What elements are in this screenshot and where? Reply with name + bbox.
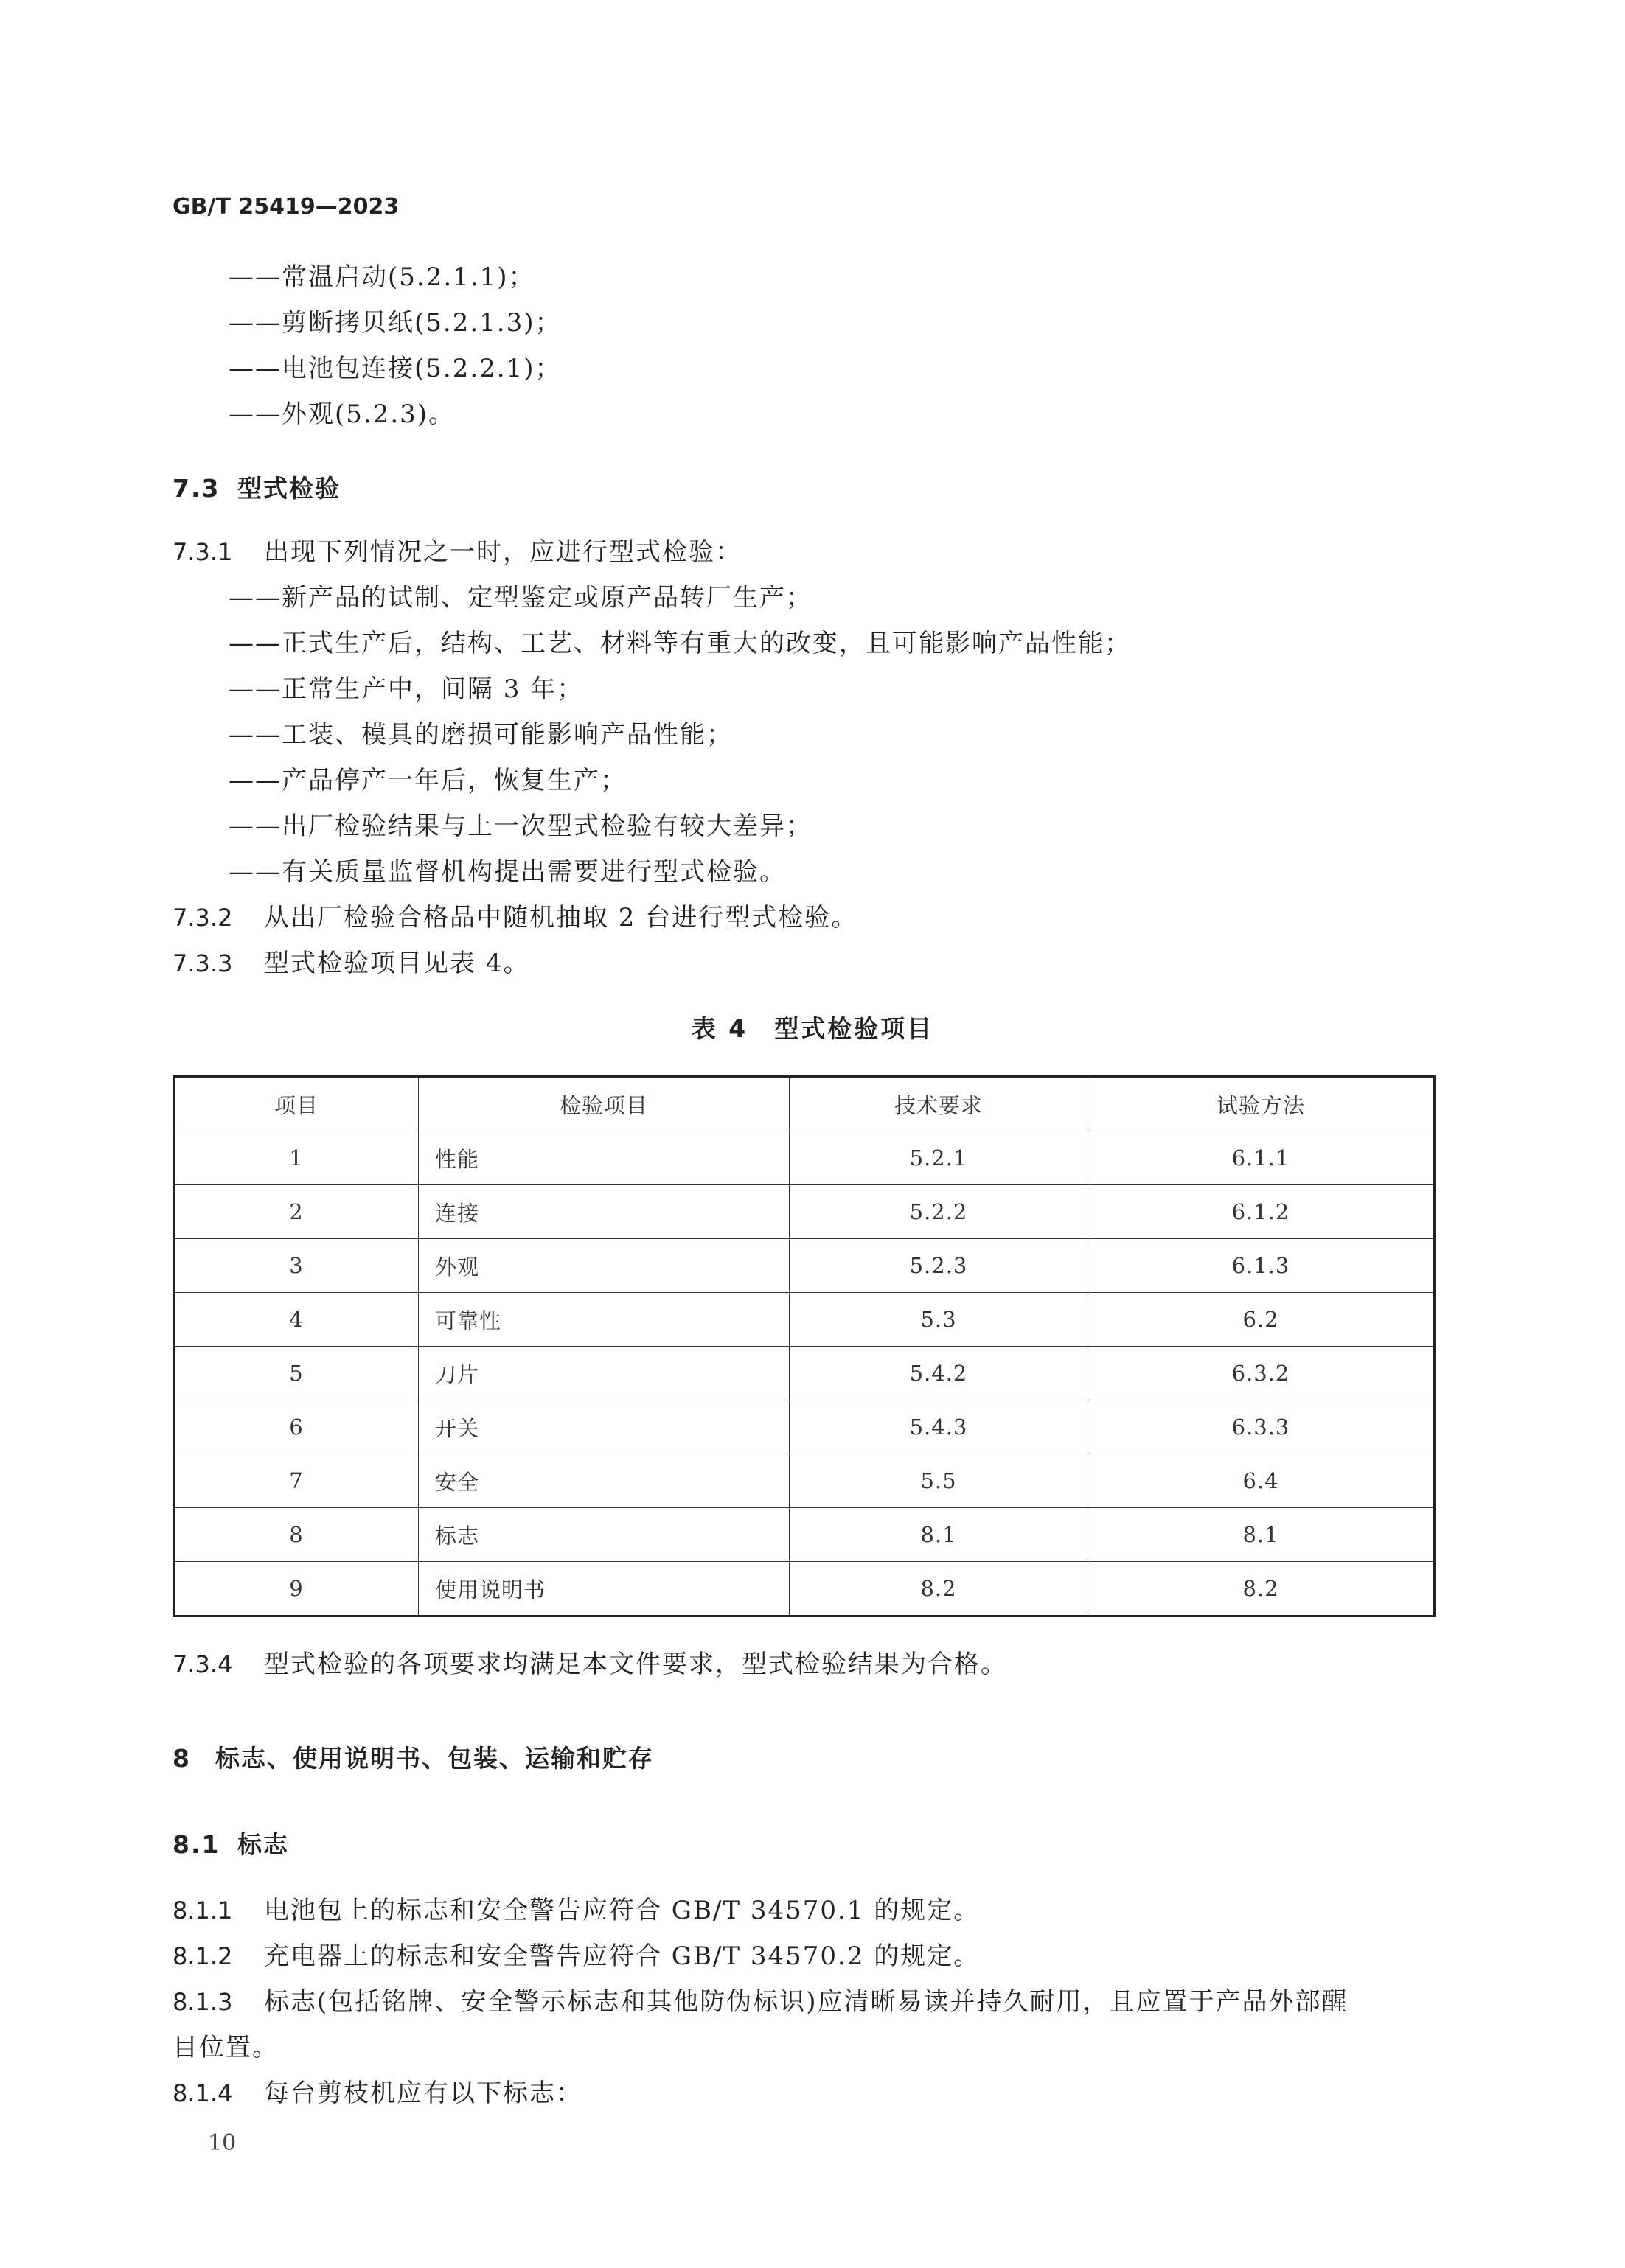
column-header: 技术要求	[790, 1077, 1088, 1131]
clause-7-3-4	[173, 1650, 1007, 1679]
cell-method: 8.1	[1088, 1508, 1435, 1562]
cell-requirement: 8.2	[790, 1562, 1088, 1616]
table-caption: 表 4 型式检验项目	[691, 1014, 934, 1043]
cell-item: 性能	[419, 1131, 790, 1185]
clause-number: 8.1.1	[173, 1897, 233, 1925]
table-row	[174, 1508, 1435, 1562]
table-row	[174, 1131, 1435, 1185]
cell-item: 安全	[419, 1454, 790, 1508]
column-header: 项目	[174, 1077, 419, 1131]
clause-number: 7.3.3	[173, 949, 233, 977]
cell-index: 3	[174, 1239, 419, 1293]
cell-requirement: 5.2.3	[790, 1239, 1088, 1293]
cell-requirement: 8.1	[790, 1508, 1088, 1562]
clause-number: 8.1.2	[173, 1942, 233, 1970]
cell-requirement: 5.4.3	[790, 1400, 1088, 1454]
cell-index: 6	[174, 1400, 419, 1454]
clause-7-3-1	[173, 537, 742, 567]
table-header-row	[174, 1077, 1435, 1131]
table-row	[174, 1400, 1435, 1454]
list-item: ——常温启动(5.2.1.1)；	[229, 262, 535, 292]
cell-item: 标志	[419, 1508, 790, 1562]
column-header: 试验方法	[1088, 1077, 1435, 1131]
clause-number: 8.1.4	[173, 2079, 233, 2107]
table-row	[174, 1454, 1435, 1508]
cell-requirement: 5.3	[790, 1293, 1088, 1347]
list-item: ——有关质量监督机构提出需要进行型式检验。	[229, 857, 786, 887]
cell-method: 6.1.3	[1088, 1239, 1435, 1293]
clause-number: 7.3.4	[173, 1650, 233, 1678]
clause-text: 电池包上的标志和安全警告应符合 GB/T 34570.1 的规定。	[264, 1896, 981, 1925]
section-title: 型式检验	[237, 474, 341, 503]
clause-number: 7.3.1	[173, 538, 233, 566]
clause-8-1-3	[173, 1987, 1349, 2017]
cell-method: 6.4	[1088, 1454, 1435, 1508]
clause-text: 型式检验项目见表 4。	[264, 949, 530, 978]
cell-item: 刀片	[419, 1347, 790, 1400]
table-row	[174, 1562, 1435, 1616]
cell-method: 6.2	[1088, 1293, 1435, 1347]
list-item: ——新产品的试制、定型鉴定或原产品转厂生产；	[229, 583, 812, 613]
cell-index: 7	[174, 1454, 419, 1508]
inspection-items-table	[173, 1075, 1436, 1617]
cell-index: 1	[174, 1131, 419, 1185]
cell-method: 6.3.3	[1088, 1400, 1435, 1454]
section-title: 标志	[237, 1830, 289, 1859]
list-item: ——产品停产一年后，恢复生产；	[229, 766, 627, 795]
clause-text: 充电器上的标志和安全警告应符合 GB/T 34570.2 的规定。	[264, 1941, 981, 1971]
clause-text: 出现下列情况之一时，应进行型式检验：	[264, 537, 742, 567]
cell-requirement: 5.2.1	[790, 1131, 1088, 1185]
list-item: ——出厂检验结果与上一次型式检验有较大差异；	[229, 812, 812, 841]
clause-7-3-2	[173, 903, 857, 932]
cell-item: 开关	[419, 1400, 790, 1454]
list-item: ——正常生产中，间隔 3 年；	[229, 674, 584, 704]
column-header: 检验项目	[419, 1077, 790, 1131]
page-number: 10	[208, 2130, 237, 2156]
chapter-heading-8	[173, 1740, 654, 1774]
cell-item: 外观	[419, 1239, 790, 1293]
list-item: ——工装、模具的磨损可能影响产品性能；	[229, 720, 733, 750]
clause-8-1-2	[173, 1941, 980, 1971]
list-item: ——剪断拷贝纸(5.2.1.3)；	[229, 308, 562, 338]
clause-7-3-3	[173, 949, 529, 978]
cell-method: 6.3.2	[1088, 1347, 1435, 1400]
clause-8-1-1	[173, 1896, 980, 1925]
cell-index: 8	[174, 1508, 419, 1562]
table-row	[174, 1293, 1435, 1347]
cell-item: 连接	[419, 1185, 790, 1239]
clause-text: 从出厂检验合格品中随机抽取 2 台进行型式检验。	[264, 903, 858, 932]
cell-item: 使用说明书	[419, 1562, 790, 1616]
cell-index: 2	[174, 1185, 419, 1239]
section-heading-8-1	[173, 1826, 289, 1860]
clause-text: 每台剪枝机应有以下标志：	[264, 2079, 582, 2108]
table-row	[174, 1185, 1435, 1239]
clause-number: 8.1.3	[173, 1988, 233, 2016]
clause-text: 型式检验的各项要求均满足本文件要求，型式检验结果为合格。	[264, 1650, 1007, 1679]
cell-index: 5	[174, 1347, 419, 1400]
clause-number: 7.3.2	[173, 904, 233, 932]
section-number: 8.1	[173, 1830, 220, 1859]
clause-continuation: 目位置。	[173, 2033, 279, 2062]
cell-index: 4	[174, 1293, 419, 1347]
section-number: 7.3	[173, 474, 220, 503]
cell-method: 6.1.1	[1088, 1131, 1435, 1185]
section-heading-7-3	[173, 470, 341, 504]
standard-number: GB/T 25419—2023	[173, 194, 400, 220]
table-row	[174, 1239, 1435, 1293]
clause-text: 标志(包括铭牌、安全警示标志和其他防伪标识)应清晰易读并持久耐用，且应置于产品外部醒	[264, 1987, 1349, 2017]
table-row	[174, 1347, 1435, 1400]
cell-index: 9	[174, 1562, 419, 1616]
section-number: 8	[173, 1744, 191, 1773]
list-item: ——电池包连接(5.2.2.1)；	[229, 354, 562, 383]
clause-8-1-4	[173, 2079, 582, 2108]
cell-method: 6.1.2	[1088, 1185, 1435, 1239]
cell-item: 可靠性	[419, 1293, 790, 1347]
cell-requirement: 5.4.2	[790, 1347, 1088, 1400]
section-title: 标志、使用说明书、包装、运输和贮存	[215, 1744, 654, 1773]
cell-requirement: 5.5	[790, 1454, 1088, 1508]
list-item: ——外观(5.2.3)。	[229, 399, 456, 429]
list-item: ——正式生产后，结构、工艺、材料等有重大的改变，且可能影响产品性能；	[229, 629, 1131, 658]
cell-requirement: 5.2.2	[790, 1185, 1088, 1239]
cell-method: 8.2	[1088, 1562, 1435, 1616]
